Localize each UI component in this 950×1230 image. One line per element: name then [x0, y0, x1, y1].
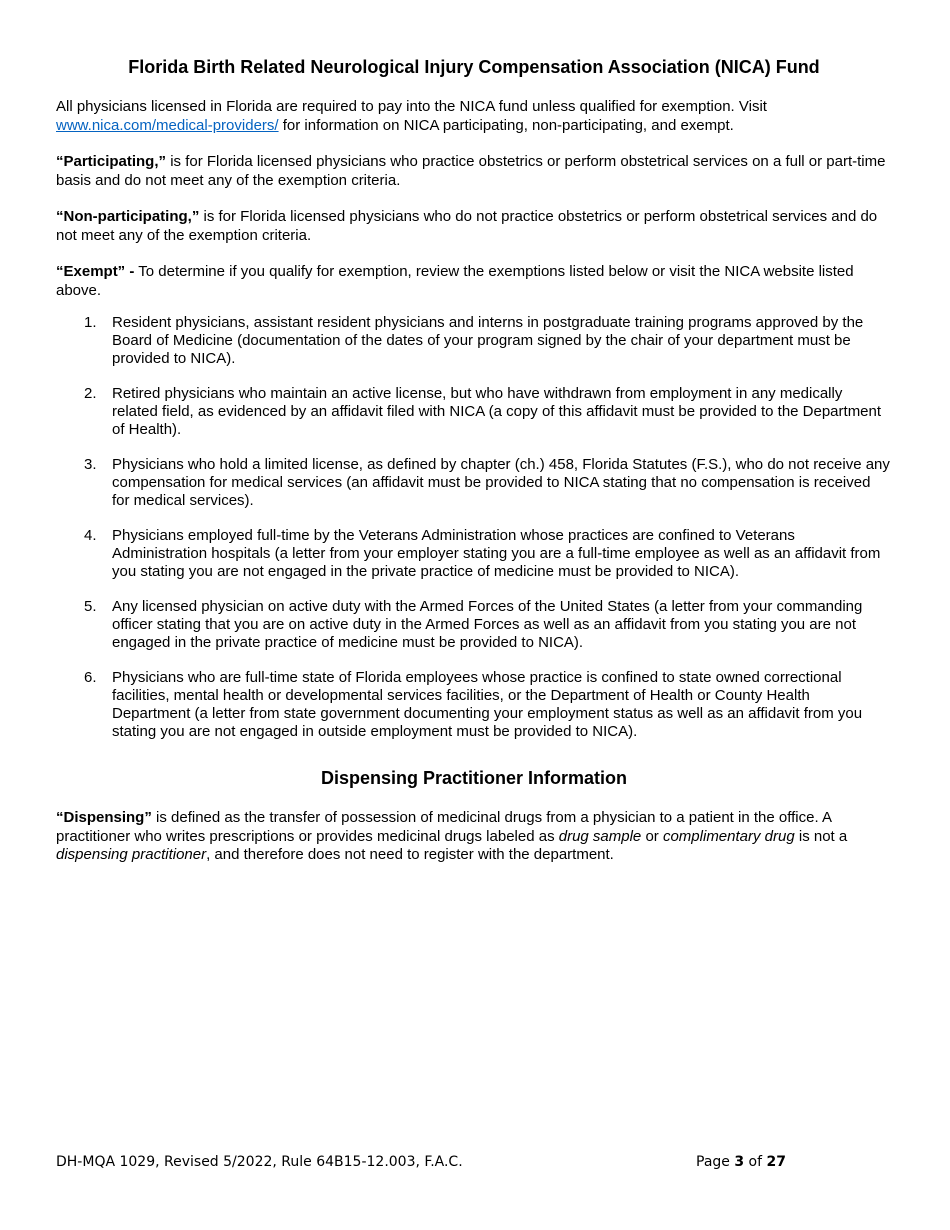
- dispensing-practitioner-term: dispensing practitioner: [56, 846, 207, 863]
- list-item-text: Resident physicians, assistant resident physicians and interns in postgraduate training programs approved by the Board of Medicine (documentation of the dates of your program signed by the chair of your department must be provided to NICA).: [112, 314, 864, 367]
- intro-text-after: for information on NICA participating, non-participating, and exempt.: [278, 116, 734, 134]
- dispensing-paragraph: [56, 809, 892, 865]
- list-item: [56, 669, 892, 741]
- exempt-paragraph: [56, 263, 892, 300]
- form-identifier: DH-MQA 1029, Revised 5/2022, Rule 64B15-12.003, F.A.C.: [56, 1154, 463, 1170]
- nica-providers-link[interactable]: www.nica.com/medical-providers/: [56, 116, 279, 134]
- list-item-text: Any licensed physician on active duty with the Armed Forces of the United States (a letter from your commanding officer stating that you are on active duty in the Armed Forces as well as an affidavit from you stating you are not engaged in the private practice of medicine must be provided to NICA).: [112, 598, 863, 651]
- page-title: Florida Birth Related Neurological Injury Compensation Association (NICA) Fund: [128, 57, 820, 77]
- list-item-number: 6.: [84, 669, 97, 686]
- document-page: [56, 56, 892, 883]
- complimentary-drug-term: complimentary drug: [662, 827, 795, 845]
- page-prefix: Page: [696, 1154, 735, 1170]
- participating-term: “Participating,”: [56, 153, 167, 170]
- page-number: [696, 1153, 786, 1171]
- list-item-number: 4.: [84, 527, 97, 544]
- page-current: 3: [734, 1154, 745, 1170]
- list-item: [56, 527, 892, 581]
- dispensing-text-3: is not a: [794, 827, 848, 845]
- exemption-list: [56, 314, 892, 741]
- list-item-text: Retired physicians who maintain an active license, but who have withdrawn from employment in any medically related field, as evidenced by an affidavit filed with NICA (a copy of this affidavit must be provided to the Department of Health).: [112, 385, 882, 438]
- list-item: [56, 314, 892, 368]
- dispensing-heading: Dispensing Practitioner Information: [320, 768, 628, 788]
- page-total: 27: [766, 1154, 786, 1170]
- non-participating-term: “Non-participating,”: [56, 208, 200, 225]
- list-item-number: 1.: [84, 314, 97, 331]
- list-item-number: 2.: [84, 385, 97, 402]
- list-item: [56, 598, 892, 652]
- dispensing-text-1: is defined as the transfer of possession of medicinal drugs from a physician to a patient in the office. A practitioner who writes prescriptions or provides medicinal drugs labeled as: [56, 809, 832, 845]
- exempt-term: “Exempt” -: [56, 263, 135, 280]
- exempt-text: To determine if you qualify for exemption, review the exemptions listed below or visit the NICA website listed above.: [56, 263, 854, 299]
- page-of: of: [744, 1154, 767, 1170]
- list-item-number: 5.: [84, 598, 97, 615]
- non-participating-paragraph: [56, 208, 892, 245]
- intro-paragraph: [56, 98, 892, 135]
- participating-text: is for Florida licensed physicians who practice obstetrics or perform obstetrical services on a full or part-time basis and do not meet any of the exemption criteria.: [56, 153, 886, 189]
- dispensing-text-2: or: [641, 827, 663, 845]
- list-item-text: Physicians who are full-time state of Florida employees whose practice is confined to state owned correctional facilities, mental health or developmental services facilities, or the Department of Health or County Health Department (a letter from state government documenting your employment status as well as an affidavit from you stating you are not engaged in outside employment must be provided to NICA).: [112, 669, 863, 740]
- list-item-number: 3.: [84, 456, 97, 473]
- intro-text-before: All physicians licensed in Florida are required to pay into the NICA fund unless qualified for exemption. Visit: [56, 98, 767, 115]
- non-participating-text: is for Florida licensed physicians who do not practice obstetrics or perform obstetrical services and do not meet any of the exemption criteria.: [56, 208, 878, 244]
- list-item: [56, 456, 892, 510]
- dispensing-term: “Dispensing”: [56, 809, 152, 826]
- drug-sample-term: drug sample: [558, 827, 642, 845]
- list-item-text: Physicians who hold a limited license, as defined by chapter (ch.) 458, Florida Statutes (F.S.), who do not receive any compensation for medical services (an affidavit must be provided to NICA stating that no compensation is received for medical services).: [112, 456, 890, 509]
- list-item-text: Physicians employed full-time by the Veterans Administration whose practices are confined to Veterans Administration hospitals (a letter from your employer stating you are a full-time employee as well as an affidavit from you stating you are not engaged in the private practice of medicine must be provided to NICA).: [112, 527, 881, 580]
- list-item: [56, 385, 892, 439]
- dispensing-text-4: , and therefore does not need to register with the department.: [206, 846, 614, 863]
- participating-paragraph: [56, 153, 892, 190]
